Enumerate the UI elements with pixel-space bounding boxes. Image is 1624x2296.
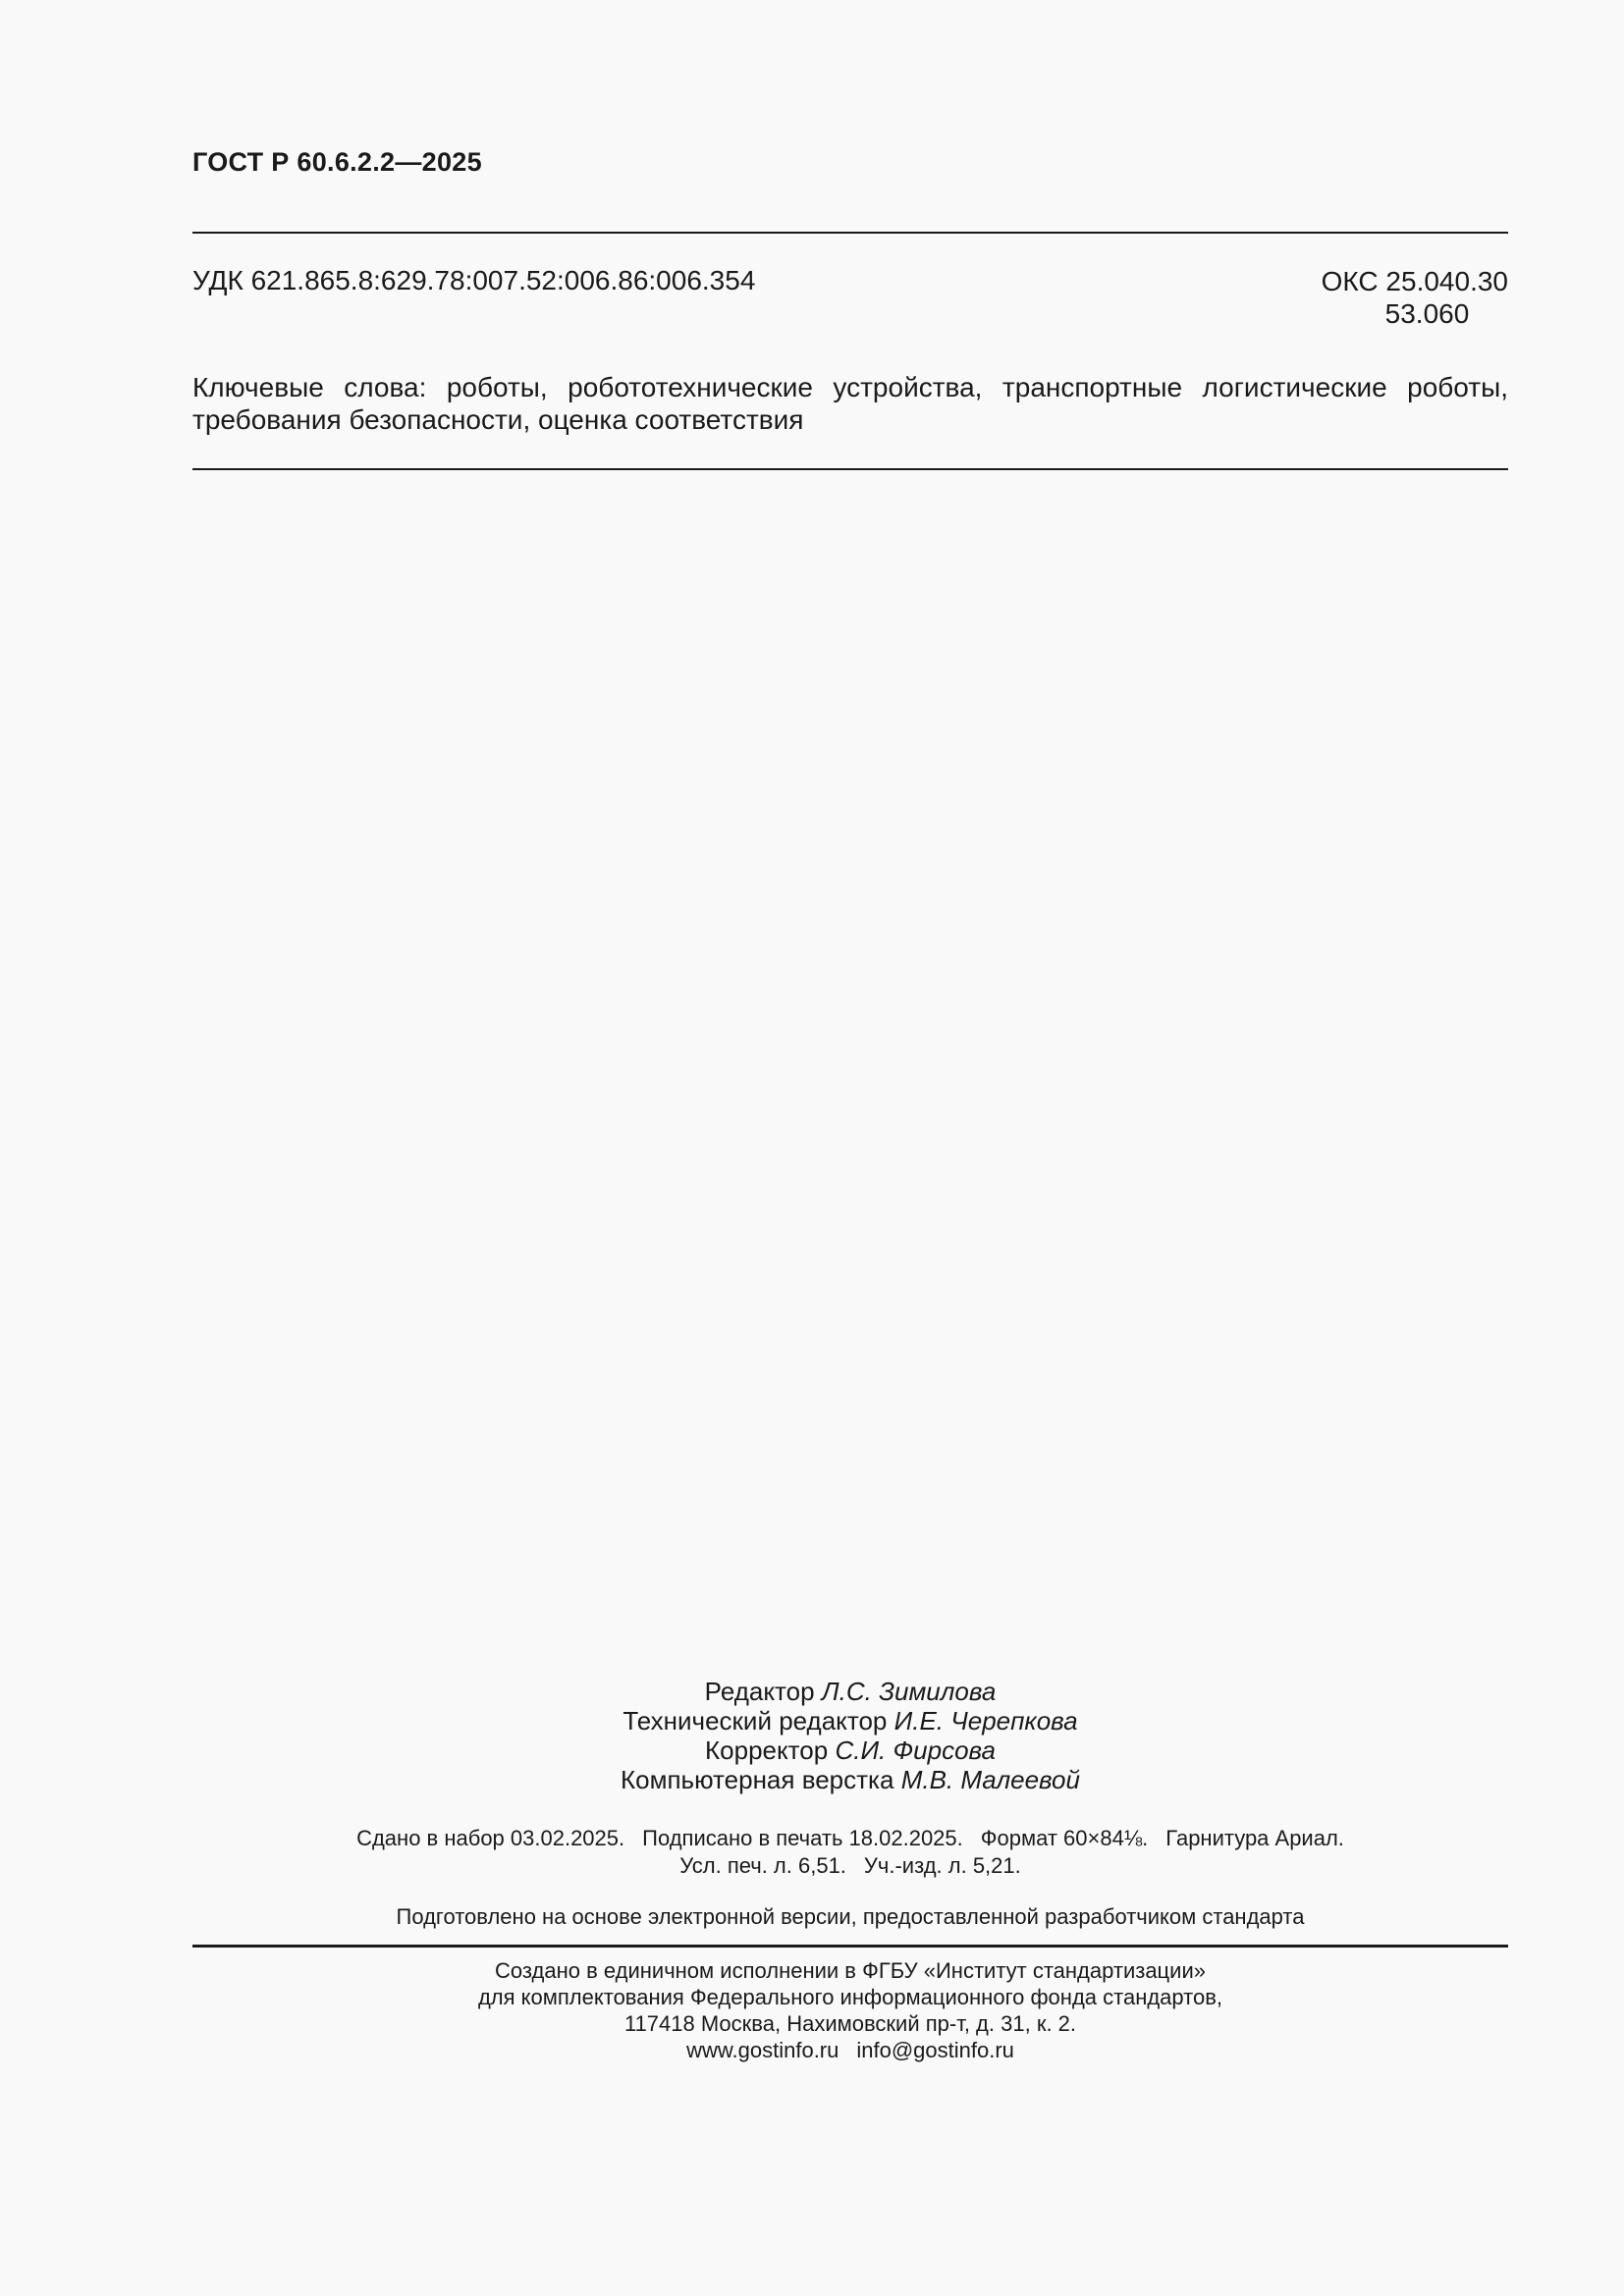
credit-role: Технический редактор — [623, 1706, 888, 1735]
credit-line-editor — [192, 1677, 1508, 1706]
publisher-block — [192, 1957, 1508, 2063]
keywords-paragraph: Ключевые слова: роботы, робототехнические устройства, транспортные логистические роботы, требования безопасности, оценка соответствия — [192, 372, 1508, 435]
credit-line-proofreader — [192, 1735, 1508, 1765]
publisher-contacts — [192, 2037, 1508, 2063]
udk-code: УДК 621.865.8:629.78:007.52:006.86:006.354 — [192, 265, 756, 295]
top-divider — [192, 232, 1508, 234]
document-code: ГОСТ Р 60.6.2.2—2025 — [192, 147, 482, 177]
signed-date: Подписано в печать 18.02.2025. — [642, 1826, 963, 1850]
credit-name: И.Е. Черепкова — [893, 1706, 1078, 1735]
website-link[interactable]: www.gostinfo.ru — [686, 2038, 839, 2062]
credits-block — [192, 1677, 1508, 1794]
email-link[interactable]: info@gostinfo.ru — [856, 2038, 1014, 2062]
print-info-block — [192, 1825, 1508, 1880]
print-format: Формат 60×84⅛. — [980, 1826, 1149, 1850]
oks-code — [1322, 265, 1508, 330]
publishing-sheets: Уч.-изд. л. 5,21. — [863, 1853, 1021, 1878]
credit-name: С.И. Фирсова — [835, 1735, 996, 1765]
printed-sheets: Усл. печ. л. 6,51. — [679, 1853, 846, 1878]
credit-name: М.В. Малеевой — [900, 1765, 1080, 1794]
keywords-divider — [192, 468, 1508, 470]
oks-line-1: ОКС 25.040.30 — [1321, 266, 1508, 296]
credit-line-layout — [192, 1765, 1508, 1794]
credit-line-tech-editor — [192, 1706, 1508, 1735]
prepared-note: Подготовлено на основе электронной версии, предоставленной разработчиком стандарта — [396, 1904, 1305, 1929]
typeset-date: Сдано в набор 03.02.2025. — [356, 1826, 625, 1850]
print-info-line-1 — [192, 1825, 1508, 1852]
credit-role: Редактор — [704, 1677, 815, 1706]
publisher-divider — [192, 1945, 1508, 1948]
publisher-line-2: для комплектования Федерального информационного фонда стандартов, — [477, 1985, 1223, 2009]
publisher-address: 117418 Москва, Нахимовский пр-т, д. 31, к. 2. — [623, 2011, 1077, 2036]
oks-line-2: 53.060 — [1384, 298, 1470, 329]
print-info-line-2 — [192, 1852, 1508, 1880]
typeface: Гарнитура Ариал. — [1165, 1826, 1344, 1850]
credit-role: Корректор — [705, 1735, 829, 1765]
credit-name: Л.С. Зимилова — [821, 1677, 997, 1706]
credit-role: Компьютерная верстка — [621, 1765, 894, 1794]
publisher-line-1: Создано в единичном исполнении в ФГБУ «Институт стандартизации» — [495, 1958, 1206, 1983]
